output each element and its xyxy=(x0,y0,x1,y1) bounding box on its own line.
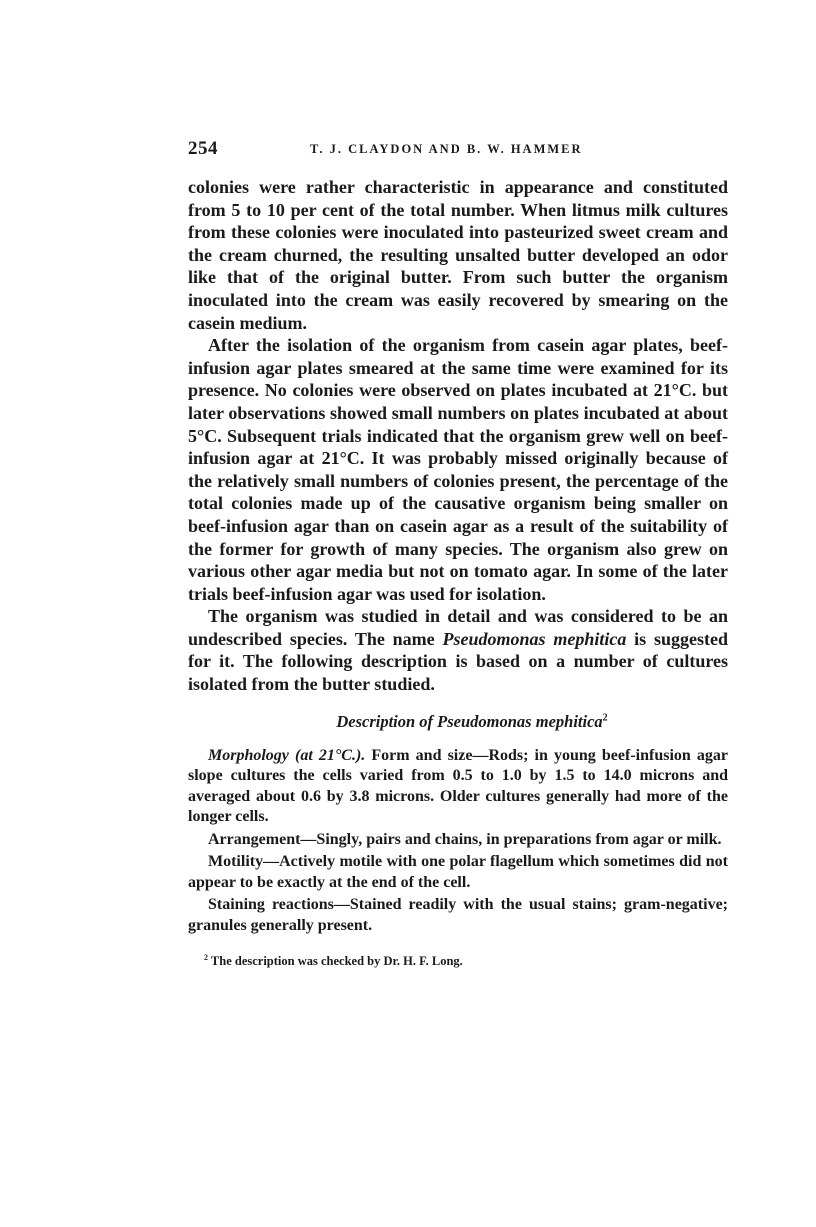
footnote-text: The description was checked by Dr. H. F. Long. xyxy=(208,954,463,969)
book-page xyxy=(188,138,728,969)
footnote xyxy=(188,950,728,969)
paragraph-1: colonies were rather characteristic in appearance and constituted from 5 to 10 per cent of the total number. When litmus milk cultures from these colonies were inoculated into pasteurized sweet cream and the cream churned, the resulting unsalted butter developed an odor like that of the original butter. From such butter the organism inoculated into the cream was easily recovered by smearing on the casein medium. xyxy=(188,177,728,333)
running-head xyxy=(188,138,728,164)
morphology-label: Morphology (at 21°C.). xyxy=(208,746,366,764)
page-number: 254 xyxy=(188,138,218,159)
species-description xyxy=(188,746,728,937)
section-heading-text: Description of Pseudomonas mephitica xyxy=(336,711,603,731)
paragraph-3-start: The organism was studied in detail and was considered to be an undescribed species. The name xyxy=(188,606,728,649)
section-heading xyxy=(188,712,728,732)
morphology-paragraph xyxy=(188,746,728,828)
species-name: Pseudomonas mephitica xyxy=(442,628,627,649)
footnote-mark: 2 xyxy=(204,953,208,963)
paragraph-2: After the isolation of the organism from casein agar plates, beef-infusion agar plates smeared at the same time were examined for its presence. No colonies were observed on plates incubated at 21°C. but later observations showed small numbers on plates incubated at about 5°C. Subsequent trials indicated that the organism grew well on beef-infusion agar at 21°C. It was probably missed originally because of the relatively small numbers of colonies present, the percentage of the total colonies made up of the causative organism being smaller on beef-infusion agar than on casein agar as a result of the suitability of the former for growth of many species. The organism also grew on various other agar media but not on tomato agar. In some of the later trials beef-infusion agar was used for isolation. xyxy=(188,335,728,604)
footnote-reference: 2 xyxy=(602,712,608,724)
staining-paragraph: Staining reactions—Stained readily with the usual stains; gram-negative; granules generally present. xyxy=(188,896,728,934)
motility-paragraph: Motility—Actively motile with one polar flagellum which sometimes did not appear to be exactly at the end of the cell. xyxy=(188,853,728,891)
morphology-text: Form and size—Rods; in young beef-infusion agar slope cultures the cells varied from 0.5 to 1.0 by 1.5 to 14.0 microns and averaged about 0.6 by 3.8 microns. Older cultures generally had more of the longer cells. xyxy=(188,746,728,826)
paragraph-3-end: is suggested for it. The following description is based on a number of cultures isolated from the butter studied. xyxy=(188,628,728,695)
paragraph-3 xyxy=(188,605,728,695)
arrangement-paragraph: Arrangement—Singly, pairs and chains, in preparations from agar or milk. xyxy=(208,830,722,848)
running-head-authors: T. J. CLAYDON AND B. W. HAMMER xyxy=(310,142,583,156)
body-text xyxy=(188,176,728,696)
